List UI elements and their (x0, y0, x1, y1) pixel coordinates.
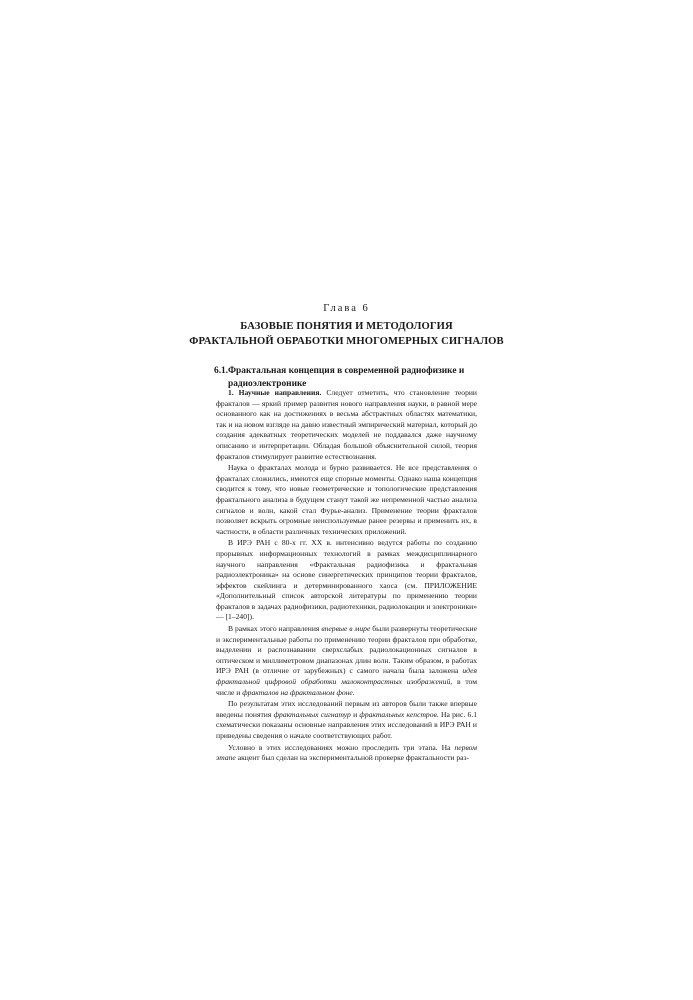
italic-text-run: фрактальных сигнатур (273, 709, 351, 719)
section-title: Фрактальная концепция в современной радиофизике и радиоэлектронике (228, 366, 465, 389)
text-run: В рамках этого направления (228, 624, 322, 634)
italic-text-run: первом этапе (216, 742, 477, 763)
paragraph (216, 699, 477, 741)
italic-text-run: идея фрактальной цифровой обработки малоконтрастных изображений, (216, 666, 477, 687)
text-run: были развернуты теоретические и экспериментальные работы по применению теории фракталов при обработке, выделении и распознавании сверхслабых радиолокационных сигналов в оптическом и миллиметровом диапазонах длин волн. Таким образом, в работах ИРЭ РАН (в отличие от зарубежных) с самого начала была заложена (216, 624, 477, 676)
text-run: Следует отметить, что становление теории фракталов — яркий пример развития нового направления науки, в равной мере основанного как на достижениях в весьма абстрактных областях математики, так и на новом взгляде на давно известный эмпирический материал, который до создания адекватных теоретических моделей не поддавался даже научному описанию и интерпретации. Обладая большой объяснительной силой, теория фракталов стимулирует развитие естествознания. (216, 388, 477, 461)
chapter-title-line: БАЗОВЫЕ ПОНЯТИЯ И МЕТОДОЛОГИЯ (240, 321, 453, 332)
italic-text-run: фракталов на фрактальном фоне. (242, 687, 355, 697)
italic-text-run: впервые в мире (321, 624, 371, 634)
chapter-title (150, 319, 543, 349)
italic-text-run: фрактальных кепстров. (359, 709, 439, 719)
paragraph (216, 743, 477, 764)
paragraph (216, 538, 477, 623)
section-number: 6.1. (214, 366, 229, 376)
paragraph (216, 388, 477, 462)
chapter-label: Глава 6 (323, 303, 370, 314)
text-run: По результатам этих исследований первым из авторов были также впервые введены понятия (216, 699, 477, 719)
text-run: акцент был сделан на экспериментальной проверке фрактальности раз- (235, 753, 470, 763)
body-text (216, 388, 477, 765)
text-run: Наука о фракталах молода и бурно развивается. Не все представления о фракталах сложились, имеются еще спорные моменты. Однако наша концепция сводится к тому, что новые геометрические и топологические представления фрактального анализа в будущем станут такой же непременной частью анализа сигналов и волн, какой стал Фурье-анализ. Применение теории фракталов позволяет вскрыть огромные неиспользуемые ранее резервы и применить их, в частности, в области различных технических приложений. (216, 463, 477, 536)
paragraph (216, 624, 477, 698)
text-run: В ИРЭ РАН с 80-х гг. XX в. интенсивно ведутся работы по созданию прорывных информационных технологий в рамках междисциплинарного научного направления «Фрактальная радиофизика и фрактальная радиоэлектроника» на основе синергетических принципов теории фракталов, эффектов скейлинга и детерминированного хаоса (см. ПРИЛОЖЕНИЕ «Дополнительный список авторской литературы по применению теории фракталов в задачах радиофизики, радиотехники, радиолокации и электроники» — [1–240]). (216, 538, 477, 622)
text-run: Условно в этих исследованиях можно проследить три этапа. На (228, 742, 455, 752)
text-run: в том числе и (216, 677, 478, 697)
chapter-title-line: ФРАКТАЛЬНОЙ ОБРАБОТКИ МНОГОМЕРНЫХ СИГНАЛОВ (189, 336, 504, 347)
text-run: и (350, 709, 360, 719)
paragraph (216, 463, 477, 537)
text-run: На рис. 6.1 схематически показаны основные направления этих исследований в ИРЭ РАН и приведены сведения о начале соответствующих работ. (216, 709, 478, 740)
bold-text-run: 1. Научные направления. (228, 388, 322, 397)
